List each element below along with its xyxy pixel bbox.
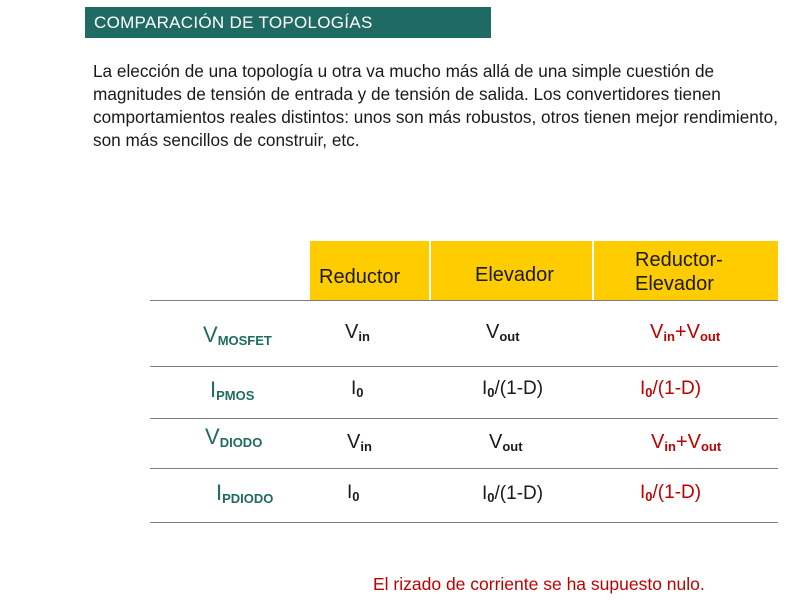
cell-ipdiodo-elevador: $I_0/(1-D)$ — [482, 483, 544, 505]
table-divider — [150, 366, 778, 367]
header-reductor-elevador-line1: Reductor- — [635, 249, 723, 271]
table-divider — [150, 300, 778, 301]
table-divider — [150, 522, 778, 523]
row-label-ipdiodo: $I_{PDIODO}$ — [216, 480, 274, 506]
table-divider — [150, 468, 778, 469]
row-label-vdiodo: $V_{DIODO}$ — [205, 424, 263, 450]
cell-vmosfet-elevador: $V_{out}$ — [486, 321, 520, 344]
cell-vmosfet-reductor-elevador: $V_{in}+V_{out}$ — [650, 321, 721, 344]
row-label-ipmos: $I_{PMOS}$ — [210, 377, 255, 403]
cell-ipdiodo-reductor: $I_0$ — [347, 482, 360, 504]
cell-vdiodo-elevador: $V_{out}$ — [489, 431, 523, 454]
row-label-vmosfet: $V_{MOSFET}$ — [203, 322, 272, 348]
cell-ipdiodo-reductor-elevador: $I_0/(1-D)$ — [640, 482, 702, 504]
header-elevador: Elevador — [475, 264, 554, 286]
header-reductor: Reductor — [319, 266, 401, 288]
cell-vdiodo-reductor-elevador: $V_{in}+V_{out}$ — [651, 431, 722, 454]
table-divider — [150, 418, 778, 419]
slide-title: COMPARACIÓN DE TOPOLOGÍAS — [94, 13, 373, 32]
footnote: El rizado de corriente se ha supuesto nulo. — [373, 574, 705, 594]
header-reductor-elevador-line2: Elevador — [635, 273, 714, 295]
cell-ipmos-reductor-elevador: $I_0/(1-D)$ — [640, 378, 702, 400]
cell-ipmos-reductor: $I_0$ — [351, 378, 364, 400]
intro-paragraph: La elección de una topología u otra va mucho más allá de una simple cuestión de magnitudes de tensión de entrada y de tensión de salida. Los convertidores tienen comportamientos reales distintos: unos son más robustos, otros tienen mejor rendimiento, son más sencillos de construir, etc. — [93, 61, 778, 150]
cell-vdiodo-reductor: $V_{in}$ — [347, 431, 372, 454]
cell-vmosfet-reductor: $V_{in}$ — [345, 321, 370, 344]
cell-ipmos-elevador: $I_0/(1-D)$ — [482, 378, 544, 400]
